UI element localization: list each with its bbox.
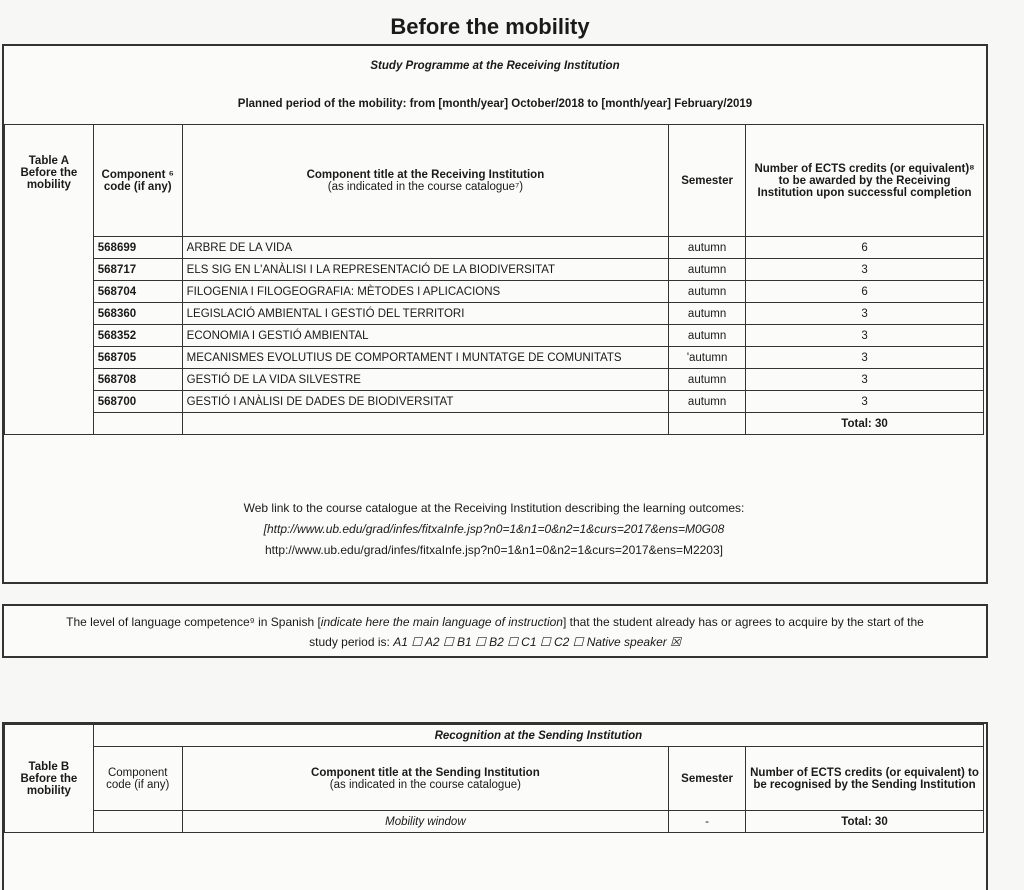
row-code: 568352 — [93, 325, 182, 347]
table-row — [5, 259, 984, 281]
row-title: LEGISLACIÓ AMBIENTAL I GESTIÓ DEL TERRITORI — [182, 303, 669, 325]
row-title: GESTIÓ DE LA VIDA SILVESTRE — [182, 369, 669, 391]
course-catalogue-link-2[interactable]: http://www.ub.edu/grad/infes/fitxaInfe.jsp?n0=1&n1=0&n2=1&curs=2017&ens=M2203] — [265, 543, 723, 557]
row-ects: 6 — [746, 281, 984, 303]
language-line-1: The level of language competence⁹ in Spanish [indicate here the main language of instruction] that the student already has or agrees to acquire by the start of the — [66, 615, 924, 629]
row-code: 568700 — [93, 391, 182, 413]
row-ects: 3 — [746, 391, 984, 413]
table-a — [4, 124, 984, 435]
row-code — [93, 811, 182, 833]
row-ects: 3 — [746, 347, 984, 369]
row-title: MECANISMES EVOLUTIUS DE COMPORTAMENT I MUNTATGE DE COMUNITATS — [182, 347, 669, 369]
table-b — [4, 724, 984, 833]
weblink-intro: Web link to the course catalogue at the Receiving Institution describing the learning outcomes: — [243, 501, 745, 515]
row-semester: autumn — [669, 391, 746, 413]
col-header-semester: Semester — [669, 747, 746, 811]
table-a-box — [2, 44, 988, 584]
row-title: FILOGENIA I FILOGEOGRAFIA: MÈTODES I APLICACIONS — [182, 281, 669, 303]
row-title: ECONOMIA I GESTIÓ AMBIENTAL — [182, 325, 669, 347]
table-row — [5, 325, 984, 347]
weblink-section — [4, 498, 984, 561]
table-a-heading: Study Programme at the Receiving Institution — [370, 60, 620, 72]
table-row — [5, 369, 984, 391]
table-row — [5, 811, 984, 833]
row-title: Mobility window — [182, 811, 668, 833]
total-row — [5, 413, 984, 435]
mobility-period: Planned period of the mobility: from [month/year] October/2018 to [month/year] February/2019 — [237, 98, 753, 110]
table-b-box — [2, 722, 988, 890]
row-ects: 3 — [746, 303, 984, 325]
table-row — [5, 391, 984, 413]
row-code: 568717 — [93, 259, 182, 281]
table-b-side-label: Table B Before the mobility — [5, 725, 94, 833]
row-ects: 3 — [746, 369, 984, 391]
row-title: GESTIÓ I ANÀLISI DE DADES DE BIODIVERSITAT — [182, 391, 669, 413]
row-semester: autumn — [669, 281, 746, 303]
col-header-ects: Number of ECTS credits (or equivalent)⁸ to be awarded by the Receiving Institution upon successful completion — [746, 125, 984, 237]
total-ects: Total: 30 — [746, 413, 984, 435]
col-header-title: Component title at the Receiving Institution (as indicated in the course catalogue⁷) — [182, 125, 669, 237]
table-row — [5, 237, 984, 259]
language-competence-box — [2, 604, 988, 658]
row-semester: autumn — [669, 259, 746, 281]
row-title: ARBRE DE LA VIDA — [182, 237, 669, 259]
col-header-ects: Number of ECTS credits (or equivalent) to be recognised by the Sending Institution — [746, 747, 984, 811]
table-row — [5, 347, 984, 369]
row-semester: autumn — [669, 237, 746, 259]
row-ects: 6 — [746, 237, 984, 259]
language-levels: A1 ☐ A2 ☐ B1 ☐ B2 ☐ C1 ☐ C2 ☐ Native speaker ☒ — [393, 635, 681, 649]
row-semester: autumn — [669, 303, 746, 325]
row-code: 568360 — [93, 303, 182, 325]
col-header-code: Component code (if any) — [93, 747, 182, 811]
row-semester: - — [669, 811, 746, 833]
row-ects: 3 — [746, 259, 984, 281]
table-b-heading: Recognition at the Sending Institution — [93, 725, 983, 747]
row-code: 568708 — [93, 369, 182, 391]
table-a-side-label: Table A Before the mobility — [5, 125, 94, 435]
col-header-title: Component title at the Sending Institution (as indicated in the course catalogue) — [182, 747, 668, 811]
total-empty-title — [182, 413, 669, 435]
language-line-2: study period is: A1 ☐ A2 ☐ B1 ☐ B2 ☐ C1 ☐ C2 ☐ Native speaker ☒ — [309, 635, 681, 649]
col-header-semester: Semester — [669, 125, 746, 237]
total-empty-semester — [669, 413, 746, 435]
row-semester: autumn — [669, 369, 746, 391]
row-code: 568699 — [93, 237, 182, 259]
table-row — [5, 303, 984, 325]
row-ects: 3 — [746, 325, 984, 347]
page-title: Before the mobility — [390, 14, 590, 39]
col-header-code: Component ⁶ code (if any) — [93, 125, 182, 237]
row-title: ELS SIG EN L'ANÀLISI I LA REPRESENTACIÓ DE LA BIODIVERSITAT — [182, 259, 669, 281]
table-row — [5, 281, 984, 303]
row-semester: autumn — [669, 325, 746, 347]
total-empty-code — [93, 413, 182, 435]
course-catalogue-link-1[interactable]: [http://www.ub.edu/grad/infes/fitxaInfe.jsp?n0=1&n1=0&n2=1&curs=2017&ens=M0G08 — [263, 522, 725, 536]
row-code: 568704 — [93, 281, 182, 303]
row-code: 568705 — [93, 347, 182, 369]
total-ects: Total: 30 — [746, 811, 984, 833]
row-semester: 'autumn — [669, 347, 746, 369]
